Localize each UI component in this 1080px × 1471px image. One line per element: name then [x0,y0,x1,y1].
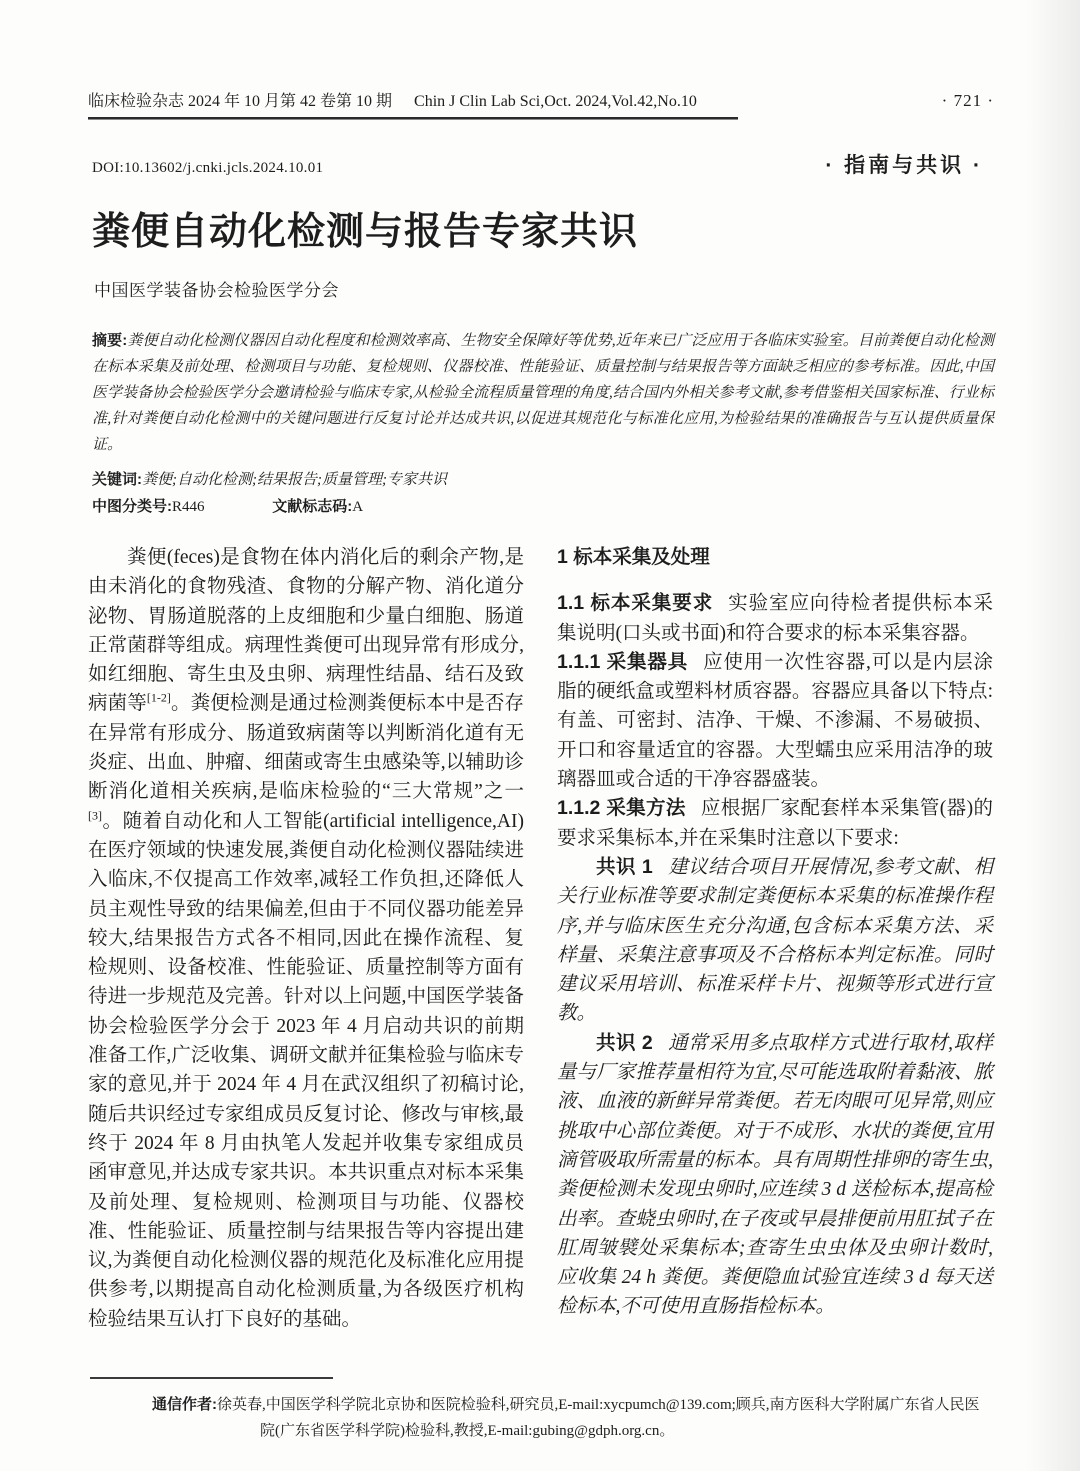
corresponding-author-label: 通信作者: [152,1396,217,1413]
doi: DOI:10.13602/j.cnki.jcls.2024.10.01 [92,160,324,176]
consensus-1-text: 建议结合项目开展情况,参考文献、相关行业标准等要求制定粪便标本采集的标准操作程序,并与临床医生充分沟通,包含标本采集方法、采样量、采集注意事项及不合格标本判定标准。同时建议采用培训、标准采样卡片、视频等形式进行宣教。 [557,856,993,1025]
keywords-text: 粪便;自动化检测;结果报告;质量管理;专家共识 [142,472,447,488]
left-column [88,543,524,1334]
paragraph-1-1-1-label: 1.1.1 采集器具 [557,650,689,673]
consensus-1 [557,853,993,1029]
paragraph-1-1-2 [557,794,993,853]
clc-label: 中图分类号: [92,498,172,515]
corresponding-author-line1-text: 徐英春,中国医学科学院北京协和医院检验科,研究员,E-mail:xycpumch@139.com;顾兵,南方医科大学附属广东省人民医 [217,1397,980,1413]
paragraph-1-1-label: 1.1 标本采集要求 [557,592,714,615]
header-rule [88,117,738,120]
corresponding-author-line1 [152,1392,996,1418]
paragraph-1-1-1-text: 应使用一次性容器,可以是内层涂脂的硬纸盒或塑料材质容器。容器应具备以下特点:有盖、可密封、洁净、干燥、不渗漏、不易破损、开口和容量适宜的容器。大型蠕虫应采用洁净的玻璃器皿或合适的干净容器盛装。 [557,651,993,791]
paragraph-1-1-2-label: 1.1.2 采集方法 [557,797,686,820]
citation-ref-3: [3] [88,808,102,823]
corresponding-author-line2: 院(广东省医学科学院)检验科,教授,E-mail:gubing@gdph.org.cn。 [260,1423,675,1439]
paragraph-1-1-2-text: 应根据厂家配套样本采集管(器)的要求采集标本,并在采集时注意以下要求: [557,798,993,849]
doc-code-label: 文献标志码: [272,498,353,515]
paragraph-1-1 [557,589,993,648]
journal-citation-en: Chin J Clin Lab Sci,Oct. 2024,Vol.42,No.10 [414,93,697,110]
column-badge: · 指南与共识 · [825,154,983,177]
consensus-2-label: 共识 2 [596,1031,653,1054]
consensus-2 [557,1029,993,1322]
paragraph-1-1-1 [557,648,993,794]
right-column [557,543,993,1334]
paragraph-1-1-text: 实验室应向待检者提供标本采集说明(口头或书面)和符合要求的标本采集容器。 [557,593,993,644]
intro-seg3: 。随着自动化和人工智能(artificial intelligence,AI)在医疗领域的快速发展,粪便自动化检测仪器陆续进入临床,不仅提高工作效率,减轻工作负担,还降低人员主观性导致的结果偏差,但由于不同仪器功能差异较大,结果报告方式各不相同,因此在操作流程、复检规则、设备校准、性能验证、质量控制等方面有待进一步规范及完善。针对以上问题,中国医学装备协会检验医学分会于 2023 年 4 月启动共识的前期准备工作,广泛收集、调研文献并征集检验与临床专家的意见,并于 2024 年 4 月在武汉组织了初稿讨论,随后共识经过专家组成员反复讨论、修改与审核,最终于 2024 年 8 月由执笔人发起并收集专家组成员函审意见,并达成专家共识。本共识重点对标本采集及前处理、复检规则、检测项目与功能、仪器校准、性能验证、质量控制与结果报告等内容提出建议,为粪便自动化检测仪器的规范化及标准化应用提供参考,以期提高自动化检测质量,为各级医疗机构检验结果互认打下良好的基础。 [88,810,524,1330]
intro-seg2: 。粪便检测是通过检测粪便标本中是否存在异常有形成分、肠道致病菌等以判断消化道有无炎症、出血、肿瘤、细菌或寄生虫感染等,以辅助诊断消化道相关疾病,是临床检验的“三大常规”之一 [88,693,524,803]
clc-line [92,495,994,516]
running-head [88,88,994,111]
intro-seg1: 粪便(feces)是食物在体内消化后的剩余产物,是由未消化的食物残渣、食物的分解产物、消化道分泌物、胃肠道脱落的上皮细胞和少量白细胞、肠道正常菌群等组成。病理性粪便可出现异常有形成分,如红细胞、寄生虫及虫卵、病理性结晶、结石及致病菌等 [88,547,524,715]
intro-paragraph [88,543,524,1334]
abstract-label: 摘要: [92,332,128,349]
doc-code-value: A [352,499,364,515]
keywords-label: 关键词: [92,471,142,488]
journal-citation-cn: 临床检验杂志 2024 年 10 月第 42 卷第 10 期 [88,93,393,110]
journal-citation [88,88,715,111]
consensus-1-label: 共识 1 [596,855,653,878]
keywords [92,468,994,489]
abstract [92,328,994,458]
corresponding-author-note [152,1392,996,1444]
citation-ref-1-2: [1-2] [146,690,171,705]
article-author: 中国医学装备协会检验医学分会 [94,281,339,300]
article-title: 粪便自动化检测与报告专家共识 [92,211,639,253]
page-number: · 721 · [941,91,994,110]
footnote-rule [90,1377,333,1379]
consensus-2-text: 通常采用多点取样方式进行取材,取样量与厂家推荐量相符为宜,尽可能选取附着黏液、脓液、血液的新鲜异常粪便。若无肉眼可见异常,则应挑取中心部位粪便。对于不成形、水状的粪便,宜用滴管吸取所需量的标本。具有周期性排卵的寄生虫,粪便检测未发现虫卵时,应连续 3 d 送检标本,提高检出率。查蛲虫卵时,在子夜或早晨排便前用肛拭子在肛周皱襞处采集标本;查寄生虫虫体及虫卵计数时,应收集 24 h 粪便。粪便隐血试验宜连续 3 d 每天送检标本,不可使用直肠指检标本。 [557,1032,993,1318]
abstract-text: 粪便自动化检测仪器因自动化程度和检测效率高、生物安全保障好等优势,近年来已广泛应用于各临床实验室。目前粪便自动化检测在标本采集及前处理、检测项目与功能、复检规则、仪器校准、性能验证、质量控制与结果报告等方面缺乏相应的参考标准。因此,中国医学装备协会检验医学分会邀请检验与临床专家,从检验全流程质量管理的角度,结合国内外相关参考文献,参考借鉴相关国家标准、行业标准,针对粪便自动化检测中的关键问题进行反复讨论并达成共识,以促进其规范化与标准化应用,为检验结果的准确报告与互认提供质量保证。 [92,333,994,453]
clc-value: R446 [172,499,205,515]
article-body [88,543,993,1334]
section-1-heading: 1 标本采集及处理 [557,546,710,568]
